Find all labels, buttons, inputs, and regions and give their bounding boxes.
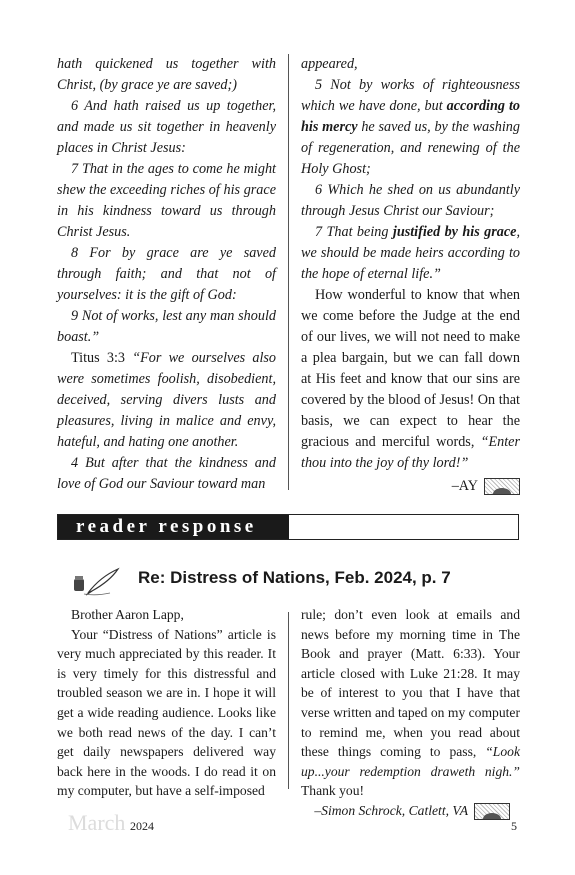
- letter-salutation: Brother Aaron Lapp,: [71, 607, 184, 622]
- letter-right-column: [301, 605, 520, 821]
- scripture-quote: “Enter thou into the joy of thy lord!”: [301, 434, 520, 471]
- letter-title: Re: Distress of Nations, Feb. 2024, p. 7: [138, 568, 451, 587]
- text-run: Thank you!: [301, 783, 365, 799]
- text-run: 7 That being: [315, 224, 393, 240]
- article-paragraph: 8 For by grace are ye saved through faith; and that not of yourselves: it is the gift of God:: [57, 245, 276, 303]
- section-label: reader response: [58, 515, 289, 539]
- column-divider: [288, 612, 289, 789]
- column-divider: [288, 54, 289, 490]
- footer-year: 2024: [130, 819, 154, 833]
- article-paragraph: [301, 75, 520, 180]
- emphasis-text: according to his mercy: [301, 98, 521, 135]
- article-paragraph: [301, 285, 520, 474]
- article-paragraph: 6 Which he shed on us abundantly through Jesus Christ our Saviour;: [301, 182, 520, 219]
- end-mark-icon: [484, 478, 520, 495]
- article-paragraph: 4 But after that the kindness and love of God our Saviour toward man: [57, 455, 276, 492]
- text-run: rule; don’t even look at emails and news before my morning time in The Book and prayer (Matt. 6:33). Your article closed with Luke 21:28. It may be of interest to you that I have that verse written and taped on my computer to remind me, when you read about these things coming to pass,: [301, 607, 520, 760]
- article-paragraph: [301, 222, 520, 285]
- text-run: How wonderful to know that when we come before the Judge at the end of our lives, we will not need to make a plea bargain, but we can fall down at His feet and know that our sins are covered by the blood of Jesus! On that basis, we can expect to hear the gracious and merciful words,: [301, 287, 520, 450]
- emphasis-text: justified by his grace: [392, 224, 517, 240]
- article-paragraph: hath quickened us together with Christ, (by grace ye are saved;): [57, 56, 276, 93]
- article-paragraph: appeared,: [301, 56, 358, 72]
- text-run: he saved us, by the washing of regeneration, and renewing of the Holy Ghost;: [301, 119, 520, 177]
- letter-paragraph: Your “Distress of Nations” article is very much appreciated by this reader. It is very timely for this distressful and troubled season we are in. I hope it will get a wide reading audience. Looks like we both read news of the day. I can’t get daily newspapers delivered way back here in the woods. I do read it on my computer, but have a self-imposed: [57, 626, 276, 799]
- text-run: , we should be made heirs according to the hope of eternal life.”: [301, 224, 520, 282]
- footer-month: March: [68, 810, 126, 835]
- letter-signature: [301, 801, 520, 821]
- article-signature: [301, 476, 520, 497]
- article-paragraph: 9 Not of works, lest any man should boast.”: [57, 308, 276, 345]
- article-paragraph: 6 And hath raised us up together, and made us sit together in heavenly places in Christ Jesus:: [57, 98, 276, 156]
- scripture-reference: Titus 3:3: [71, 350, 133, 366]
- article-paragraph: 7 That in the ages to come he might shew the exceeding riches of his grace in his kindness toward us through Christ Jesus.: [57, 161, 276, 240]
- article-left-column: [57, 54, 276, 495]
- end-mark-icon: [474, 803, 510, 820]
- quill-and-ink-icon: [70, 567, 122, 597]
- letter-left-column: [57, 605, 276, 801]
- scripture-quote: “Look up...your redemption draweth nigh.”: [301, 744, 520, 779]
- author-initials: –AY: [451, 478, 478, 494]
- letter-author: –Simon Schrock, Catlett, VA: [314, 802, 468, 818]
- article-paragraph: [57, 348, 276, 453]
- letter-paragraph: [301, 605, 520, 801]
- article-right-column: [301, 54, 520, 497]
- scripture-quote: “For we ourselves also were sometimes foolish, disobedient, deceived, serving divers lusts and pleasures, living in malice and envy, hateful, and hating one another.: [57, 350, 277, 450]
- text-run: 5 Not by works of righteousness which we have done, but: [301, 77, 520, 114]
- section-header-bar: [57, 514, 519, 540]
- page-number: 5: [511, 819, 517, 833]
